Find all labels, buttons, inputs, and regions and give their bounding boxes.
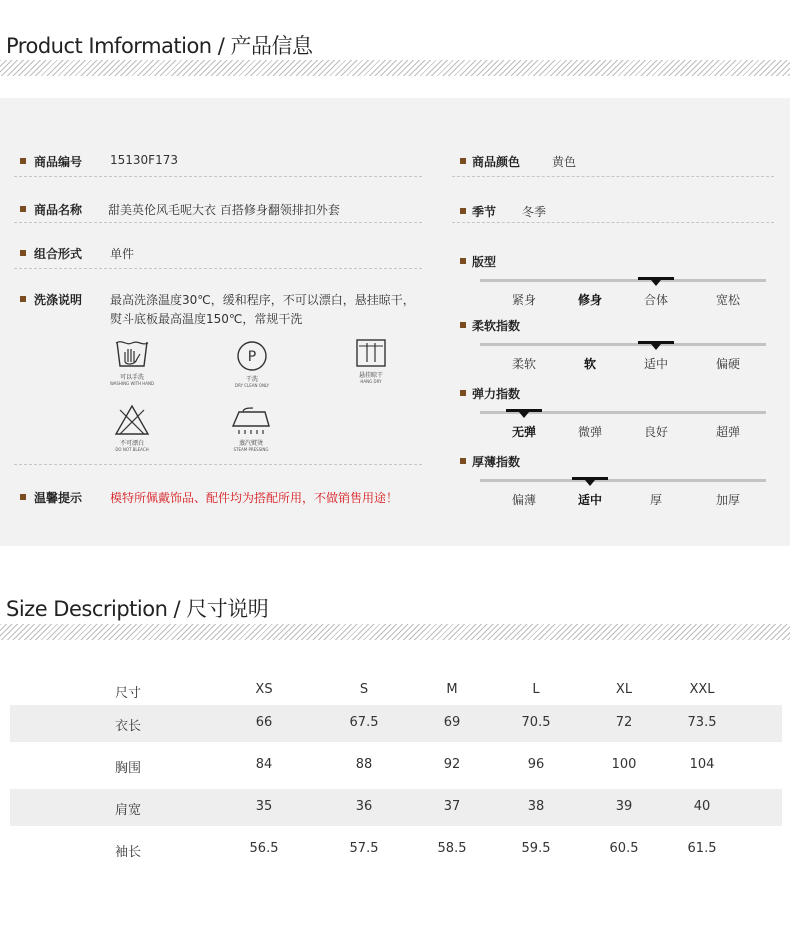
dry-clean-caption: 干洗 [245, 376, 258, 383]
steam-caption: 蒸汽熨烫 [238, 440, 263, 447]
size-cell: 袖长 [114, 845, 142, 860]
softness-scale-bar [480, 343, 766, 346]
marker-triangle-icon [585, 480, 595, 486]
size-cell: 35 [255, 799, 273, 814]
bullet-icon [460, 322, 466, 328]
size-cell: 40 [693, 799, 711, 814]
no-bleach-icon [114, 404, 150, 436]
softness-option: 适中 [643, 357, 669, 371]
size-header-cell: M [446, 682, 458, 697]
title-divider [0, 624, 790, 640]
thickness-scale-bar [480, 479, 766, 482]
thickness-option: 适中 [577, 493, 603, 507]
fit-scale-bar [480, 279, 766, 282]
dry-clean-icon [235, 340, 269, 372]
size-header-cell: S [359, 682, 369, 697]
bullet-icon [20, 158, 26, 164]
softness-option: 软 [583, 357, 597, 371]
size-cell: 56.5 [249, 841, 279, 856]
bullet-icon [20, 250, 26, 256]
dry-clean-caption-en: DRY CLEAN ONLY [234, 383, 270, 388]
size-cell: 胸围 [114, 761, 142, 776]
code-value: 15130F173 [110, 153, 178, 167]
divider [452, 222, 774, 223]
size-section-title: Size Description / 尺寸说明 [6, 597, 269, 621]
size-cell: 73.5 [687, 715, 717, 730]
elasticity-option: 良好 [643, 425, 669, 439]
size-cell: 70.5 [521, 715, 551, 730]
care-hang-dry [348, 338, 394, 384]
size-cell: 66 [255, 715, 273, 730]
divider [452, 176, 774, 177]
bullet-icon [460, 208, 466, 214]
size-cell: 67.5 [349, 715, 379, 730]
size-cell: 39 [615, 799, 633, 814]
fit-option: 合体 [643, 293, 669, 307]
fit-option: 宽松 [715, 293, 741, 307]
wash-label: 洗涤说明 [34, 293, 83, 307]
care-no-bleach [100, 404, 164, 452]
steam-caption-en: STEAM PRESSING [233, 447, 269, 452]
size-cell: 60.5 [609, 841, 639, 856]
hand-wash-caption: 可以手洗 [119, 374, 144, 381]
bullet-icon [20, 206, 26, 212]
season-value: 冬季 [522, 205, 547, 219]
size-cell: 84 [255, 757, 273, 772]
size-cell: 96 [527, 757, 545, 772]
marker-triangle-icon [651, 280, 661, 286]
elasticity-option: 超弹 [715, 425, 741, 439]
size-cell: 61.5 [687, 841, 717, 856]
product-info-title: Product Imformation / 产品信息 [6, 34, 313, 58]
bullet-icon [460, 258, 466, 264]
fit-option: 紧身 [511, 293, 537, 307]
code-label: 商品编号 [34, 155, 83, 169]
dry-clean-symbol: P [247, 349, 257, 365]
size-cell: 58.5 [437, 841, 467, 856]
tip-label: 温馨提示 [34, 491, 83, 505]
size-cell: 38 [527, 799, 545, 814]
steam-iron-icon [229, 406, 273, 436]
bullet-icon [460, 458, 466, 464]
care-dry-clean [220, 340, 284, 388]
elasticity-label: 弹力指数 [472, 387, 521, 401]
bullet-icon [20, 494, 26, 500]
elasticity-option: 微弹 [577, 425, 603, 439]
tip-value: 模特所佩戴饰品、配件均为搭配所用，不做销售用途！ [110, 491, 399, 505]
hang-dry-icon [355, 338, 387, 368]
name-value: 甜美英伦风毛呢大衣 百搭修身翻领排扣外套 [108, 203, 340, 217]
care-hand-wash [100, 338, 164, 386]
divider [14, 464, 422, 465]
size-header-cell: XXL [689, 682, 715, 697]
wash-line-2: 熨斗底板最高温度150℃，常规干洗 [110, 312, 303, 326]
hand-wash-caption-en: WASHING WITH HAND [109, 381, 155, 386]
size-cell: 100 [611, 757, 637, 772]
divider [14, 176, 422, 177]
hang-dry-caption: 悬挂晾干 [358, 372, 383, 379]
color-label: 商品颜色 [472, 155, 521, 169]
marker-triangle-icon [519, 412, 529, 418]
hand-wash-icon [114, 338, 150, 370]
bullet-icon [20, 296, 26, 302]
elasticity-option: 无弹 [511, 425, 537, 439]
marker-triangle-icon [651, 344, 661, 350]
softness-label: 柔软指数 [472, 319, 521, 333]
thickness-option: 加厚 [715, 493, 741, 507]
season-label: 季节 [472, 205, 497, 219]
size-cell: 104 [689, 757, 715, 772]
fit-label: 版型 [472, 255, 497, 269]
bullet-icon [460, 158, 466, 164]
fit-option: 修身 [577, 293, 603, 307]
product-info-panel [0, 98, 790, 546]
size-cell: 69 [443, 715, 461, 730]
size-cell: 37 [443, 799, 461, 814]
wash-line-1: 最高洗涤温度30℃，缓和程序，不可以漂白，悬挂晾干， [110, 293, 415, 307]
size-cell: 肩宽 [114, 803, 142, 818]
bullet-icon [460, 390, 466, 396]
care-steam [218, 406, 284, 452]
title-divider [0, 60, 790, 76]
no-bleach-caption-en: DO NOT BLEACH [115, 447, 149, 452]
size-header-cell: 尺寸 [114, 686, 142, 701]
size-cell: 72 [615, 715, 633, 730]
thickness-label: 厚薄指数 [472, 455, 521, 469]
name-label: 商品名称 [34, 203, 83, 217]
softness-option: 柔软 [511, 357, 537, 371]
size-cell: 57.5 [349, 841, 379, 856]
thickness-option: 偏薄 [511, 493, 537, 507]
size-header-cell: L [532, 682, 540, 697]
hang-dry-caption-en: HANG DRY [360, 379, 382, 384]
no-bleach-caption: 不可漂白 [119, 440, 144, 447]
color-value: 黄色 [552, 155, 577, 169]
size-cell: 衣长 [114, 719, 142, 734]
combo-value: 单件 [110, 247, 135, 261]
size-cell: 88 [355, 757, 373, 772]
size-header-cell: XS [255, 682, 273, 697]
divider [14, 222, 422, 223]
combo-label: 组合形式 [34, 247, 83, 261]
size-cell: 92 [443, 757, 461, 772]
size-header-cell: XL [615, 682, 633, 697]
softness-option: 偏硬 [715, 357, 741, 371]
size-cell: 36 [355, 799, 373, 814]
thickness-option: 厚 [649, 493, 663, 507]
divider [14, 268, 422, 269]
size-cell: 59.5 [521, 841, 551, 856]
